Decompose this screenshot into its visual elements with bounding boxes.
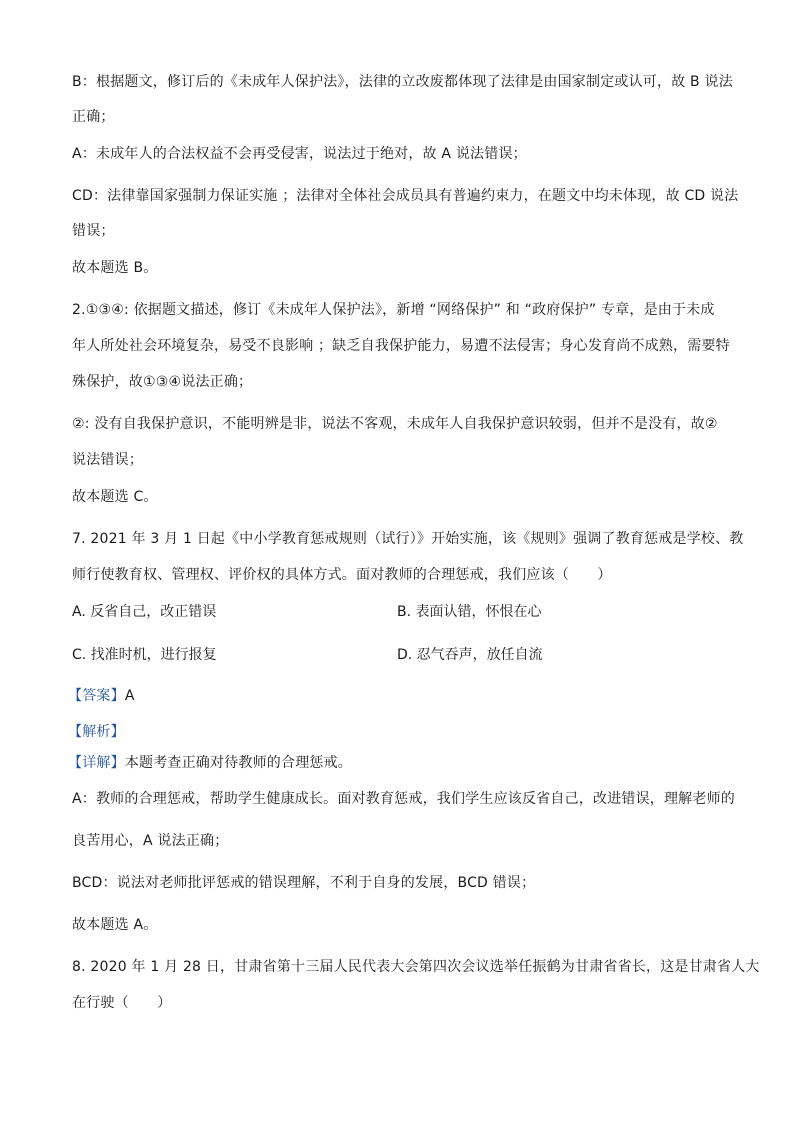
detail-text: 本题考查正确对待教师的合理惩戒。 [124, 755, 353, 771]
text-line-cd-explanation: CD：法律靠国家强制力保证实施 ；法律对全体社会成员具有普遍约束力，在题文中均未体现，故 CD 说法 [72, 188, 739, 204]
text-line-a-explanation: A：未成年人的合法权益不会再受侵害，说法过于绝对，故 A 说法错误； [72, 146, 527, 162]
text-line-answer-c: 故本题选 C。 [72, 489, 158, 505]
option-d: D. 忍气吞声，放任自流 [397, 647, 543, 663]
answer-label: 【答案】 [68, 688, 125, 704]
text-line-q2-explanation-cont1: 年人所处社会环境复杂，易受不良影响 ；缺乏自我保护能力，易遭不法侵害；身心发育尚不成熟，需要特 [72, 338, 730, 354]
text-line-answer-a: 故本题选 A。 [72, 917, 158, 933]
text-line-q7-bcd-explanation: BCD：说法对老师批评惩戒的错误理解，不利于自身的发展，BCD 错误； [72, 875, 536, 891]
text-line-q7-a-explanation: A：教师的合理惩戒，帮助学生健康成长。面对教育惩戒，我们学生应该反省自己，改进错误，理解老师的 [72, 791, 735, 807]
text-line-q2-option2-cont: 说法错误； [72, 452, 143, 468]
text-line-b-explanation: B：根据题文，修订后的《未成年人保护法》，法律的立改废都体现了法律是由国家制定或认可，故 B 说法 [72, 74, 733, 90]
option-b: B. 表面认错，怀恨在心 [397, 604, 542, 620]
text-line-answer-b: 故本题选 B。 [72, 260, 158, 276]
answer-line [68, 686, 135, 706]
detail-line [68, 753, 352, 773]
question-8-stem-cont: 在行驶（ ） [72, 995, 172, 1011]
text-line-q2-explanation: 2.①③④: 依据题文描述，修订《未成年人保护法》，新增 “网络保护” 和 “政府保护” 专章，是由于未成 [72, 302, 715, 318]
detail-label: 【详解】 [68, 755, 125, 771]
text-line-cd-explanation-cont: 错误； [72, 223, 115, 239]
option-a: A. 反省自己，改正错误 [72, 604, 217, 620]
option-c: C. 找准时机，进行报复 [72, 647, 217, 663]
question-7-stem-cont: 师行使教育权、管理权、评价权的具体方式。面对教师的合理惩戒，我们应该（ ） [72, 567, 612, 583]
text-line-q7-a-explanation-cont: 良苦用心，A 说法正确； [72, 833, 229, 849]
text-line-q2-option2: ②: 没有自我保护意识，不能明辨是非，说法不客观，未成年人自我保护意识较弱，但并不是没有，故② [72, 416, 718, 432]
question-7-stem: 7. 2021 年 3 月 1 日起《中小学教育惩戒规则（试行）》开始实施，该《规则》强调了教育惩戒是学校、教 [72, 531, 744, 547]
analysis-label [68, 722, 125, 742]
answer-value: A [124, 688, 135, 704]
analysis-label-text: 【解析】 [68, 724, 125, 740]
text-line-q2-explanation-cont2: 殊保护，故①③④说法正确； [72, 374, 253, 390]
question-8-stem: 8. 2020 年 1 月 28 日，甘肃省第十三届人民代表大会第四次会议选举任振鹤为甘肃省省长，这是甘肃省人大 [72, 959, 760, 975]
text-line-b-explanation-cont: 正确； [72, 109, 115, 125]
